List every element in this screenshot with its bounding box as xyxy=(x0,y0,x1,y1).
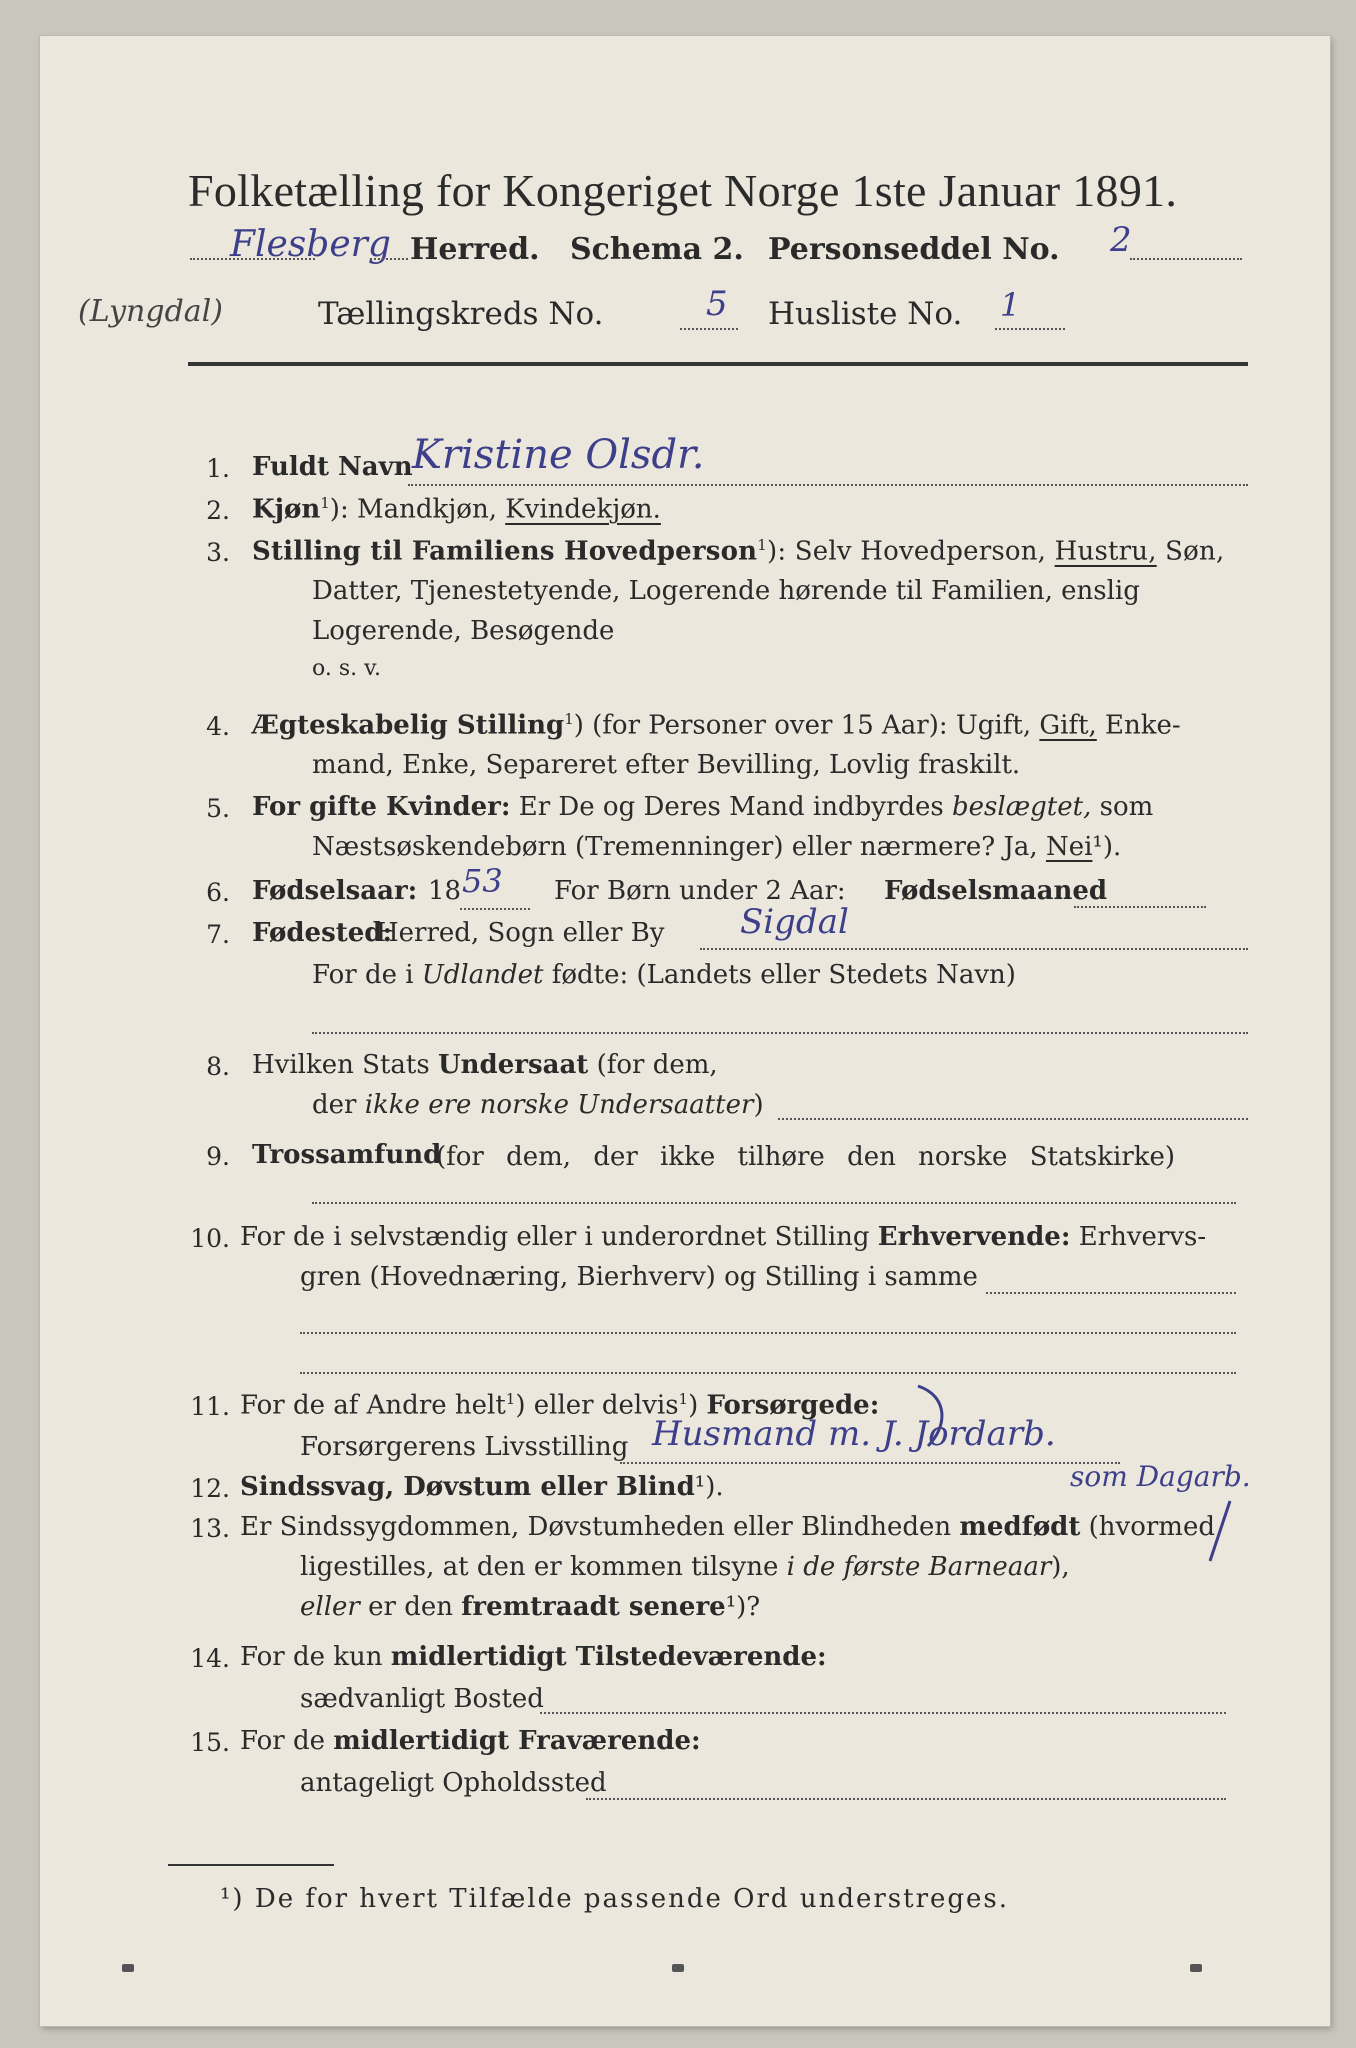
q7-label: Fødested: xyxy=(252,918,393,948)
q7-line2 xyxy=(312,960,1016,990)
q13-number: 13. xyxy=(190,1514,230,1543)
q2-text: ): Mandkjøn, xyxy=(329,494,497,525)
margin-note: (Lyngdal) xyxy=(78,294,223,329)
kreds-dots xyxy=(680,328,738,330)
q3-selected: Hustru, xyxy=(1054,536,1157,567)
q10-text-b: Erhvervs- xyxy=(1078,1222,1207,1252)
q13-line3 xyxy=(300,1592,760,1622)
herred-label: Herred. xyxy=(410,232,540,267)
q2-selected: Kvindekjøn. xyxy=(505,494,661,525)
q4-sup: 1 xyxy=(564,710,574,728)
q1-label: Fuldt Navn xyxy=(252,452,413,482)
q11-number: 11. xyxy=(190,1392,230,1421)
q15-label: midlertidigt Fraværende: xyxy=(333,1726,701,1756)
q13-line1 xyxy=(240,1512,1215,1542)
q6-dots-b xyxy=(1074,906,1206,908)
q5-after: ¹). xyxy=(1092,832,1122,862)
q14-number: 14. xyxy=(190,1644,230,1673)
q7-value: Sigdal xyxy=(740,902,849,942)
q7-line2-italic: Udlandet xyxy=(421,960,544,990)
q8-line2b: ) xyxy=(753,1090,764,1120)
q3-text-b: Søn, xyxy=(1165,536,1225,567)
q5-selected: Nei xyxy=(1045,832,1093,862)
q13-line2a: ligestilles, at den er kommen tilsyne xyxy=(300,1552,779,1582)
header-rule xyxy=(188,362,1248,366)
q5-line1 xyxy=(252,792,1153,822)
q15-text-a: For de xyxy=(240,1726,325,1756)
q11-dots xyxy=(620,1462,1120,1464)
q11-text-b: ) eller delvis xyxy=(515,1390,679,1421)
q13-line3b: ¹)? xyxy=(725,1592,761,1622)
q1-value: Kristine Olsdr. xyxy=(412,432,705,478)
q8-text-b: (for dem, xyxy=(596,1050,718,1080)
q14-text-a: For de kun xyxy=(240,1642,383,1672)
schema-label: Schema 2. xyxy=(570,232,744,267)
herred-value: Flesberg xyxy=(230,224,391,265)
husliste-dots xyxy=(995,328,1065,330)
binding-mark-right xyxy=(1190,1964,1202,1972)
q8-label: Undersaat xyxy=(437,1050,589,1080)
binding-mark-left xyxy=(122,1964,134,1972)
kreds-value: 5 xyxy=(706,284,728,324)
q10-line2: gren (Hovednæring, Bierhverv) og Stilling i samme xyxy=(300,1262,978,1292)
q6-label-b: Fødselsmaaned xyxy=(884,876,1108,906)
q10-number: 10. xyxy=(190,1224,230,1253)
q4-line1 xyxy=(252,710,1181,741)
q10-dots-3 xyxy=(300,1372,1236,1374)
q9-number: 9. xyxy=(206,1142,230,1171)
personseddel-label: Personseddel No. xyxy=(768,232,1060,267)
q7-dots-2 xyxy=(312,1032,1248,1034)
q3-line2: Datter, Tjenestetyende, Logerende hørende til Familien, enslig xyxy=(312,576,1140,606)
footnote xyxy=(220,1884,1009,1914)
q8-text-a: Hvilken Stats xyxy=(252,1050,430,1080)
q10-text-a: For de i selvstændig eller i underordnet Stilling xyxy=(240,1222,870,1252)
q8-line1 xyxy=(252,1050,718,1080)
q9-label: Trossamfund xyxy=(252,1140,442,1170)
husliste-label: Husliste No. xyxy=(768,296,963,332)
q13-line3a: er den xyxy=(368,1592,453,1622)
q12-number: 12. xyxy=(190,1474,230,1503)
q9-text: (for dem, der ikke tilhøre den norske Statskirke) xyxy=(436,1142,1176,1172)
q7-line2b: fødte: (Landets eller Stedets Navn) xyxy=(551,960,1016,990)
q5-line2-text: Næstsøskendebørn (Tremenninger) eller nærmere? Ja, xyxy=(312,832,1038,862)
q2-sup: 1 xyxy=(320,494,330,512)
q3-label: Stilling til Familiens Hovedperson xyxy=(252,536,758,567)
q11-text-a: For de af Andre helt xyxy=(240,1390,506,1421)
q5-line2 xyxy=(312,832,1121,862)
q14-label: midlertidigt Tilstedeværende: xyxy=(390,1642,827,1672)
census-form-sheet xyxy=(40,36,1330,2026)
q3-number: 3. xyxy=(206,538,230,567)
form-title: Folketælling for Kongeriget Norge 1ste Januar 1891. xyxy=(188,165,1178,216)
q5-number: 5. xyxy=(206,794,230,823)
q1-dots xyxy=(408,484,1248,486)
q14-dots xyxy=(540,1712,1226,1714)
q5-text-b: som xyxy=(1099,792,1154,822)
q12-label: Sindssvag, Døvstum eller Blind xyxy=(240,1472,695,1502)
q8-line2 xyxy=(312,1090,764,1120)
q11-line2: Forsørgerens Livsstilling xyxy=(300,1432,629,1462)
binding-mark-center xyxy=(672,1964,684,1972)
q3-sup: 1 xyxy=(757,536,767,554)
q2-label: Kjøn xyxy=(252,494,321,525)
q13-line2-italic: i de første Barneaar xyxy=(786,1552,1052,1582)
footnote-rule xyxy=(168,1864,334,1866)
q5-italic: beslægtet, xyxy=(952,792,1092,822)
q10-label: Erhvervende: xyxy=(877,1222,1071,1252)
q4-label: Ægteskabelig Stilling xyxy=(252,710,565,741)
q4-selected: Gift, xyxy=(1039,710,1097,741)
q5-label: For gifte Kvinder: xyxy=(252,792,511,822)
q10-dots-1 xyxy=(986,1292,1236,1294)
bracket-mark xyxy=(908,1376,968,1456)
q10-line1 xyxy=(240,1222,1206,1252)
q7-line2a: For de i xyxy=(312,960,414,990)
q6-number: 6. xyxy=(206,878,230,907)
q13-label: medfødt xyxy=(959,1512,1081,1542)
kreds-label: Tællingskreds No. xyxy=(318,296,604,332)
q7-text: Herred, Sogn eller By xyxy=(376,918,665,948)
q13-line3-italic: eller xyxy=(300,1592,360,1622)
q1-number: 1. xyxy=(206,454,230,483)
q3-line4: o. s. v. xyxy=(312,656,381,681)
q6-label: Fødselsaar: xyxy=(252,876,418,906)
q14-line2: sædvanligt Bosted xyxy=(300,1684,544,1714)
q4-text-b: Enke- xyxy=(1105,710,1181,741)
q2-number: 2. xyxy=(206,496,230,525)
husliste-value: 1 xyxy=(1000,286,1021,324)
q13-line2b: ), xyxy=(1051,1552,1070,1582)
q8-line2-italic: ikke ere norske Undersaatter xyxy=(364,1090,754,1120)
q11-text-c: ) xyxy=(688,1390,699,1421)
footnote-text: De for hvert Tilfælde passende Ord understreges. xyxy=(254,1884,1010,1914)
q3-text-a: ): Selv Hovedperson, xyxy=(767,536,1047,567)
herred-dots-2 xyxy=(370,258,408,260)
q3-line1 xyxy=(252,536,1224,567)
q15-line1 xyxy=(240,1726,701,1756)
q13-text-b: (hvormed xyxy=(1088,1512,1215,1542)
q15-dots xyxy=(586,1798,1226,1800)
q8-line2a: der xyxy=(312,1090,357,1120)
q11-sup-2: 1 xyxy=(678,1390,689,1408)
q13-text-a: Er Sindssygdommen, Døvstumheden eller Blindheden xyxy=(240,1512,952,1542)
q9-dots xyxy=(312,1202,1236,1204)
q4-text-a: ) (for Personer over 15 Aar): Ugift, xyxy=(573,710,1032,741)
q12-after: ¹). xyxy=(694,1472,724,1502)
footnote-mark: ¹) xyxy=(220,1884,245,1914)
q8-number: 8. xyxy=(206,1052,230,1081)
q3-line3: Logerende, Besøgende xyxy=(312,616,615,646)
q14-line1 xyxy=(240,1642,827,1672)
q4-number: 4. xyxy=(206,712,230,741)
q11-value-2: som Dagarb. xyxy=(1070,1460,1251,1493)
q7-number: 7. xyxy=(206,920,230,949)
q6-text: For Børn under 2 Aar: xyxy=(554,876,846,906)
q2-line xyxy=(252,494,661,525)
q11-label: Forsørgede: xyxy=(706,1390,880,1421)
q13-line3-label: fremtraadt senere xyxy=(461,1592,726,1622)
q15-number: 15. xyxy=(190,1728,230,1757)
personseddel-value: 2 xyxy=(1110,220,1132,260)
q15-line2: antageligt Opholdssted xyxy=(300,1768,607,1798)
q7-dots xyxy=(700,948,1248,950)
q12-line xyxy=(240,1472,724,1502)
q4-line2: mand, Enke, Separeret efter Bevilling, Lovlig fraskilt. xyxy=(312,750,1021,780)
q6-dots xyxy=(460,908,530,910)
q10-dots-2 xyxy=(300,1332,1236,1334)
q8-dots xyxy=(778,1118,1248,1120)
personseddel-dots xyxy=(1130,258,1242,260)
q6-value: 53 xyxy=(462,862,503,900)
q13-line2 xyxy=(300,1552,1070,1582)
q5-text-a: Er De og Deres Mand indbyrdes xyxy=(518,792,944,822)
q11-sup: 1 xyxy=(505,1390,516,1408)
q11-value: Husmand m. J. Jordarb. xyxy=(652,1414,1056,1454)
q6-prefix: 18 xyxy=(428,876,462,906)
